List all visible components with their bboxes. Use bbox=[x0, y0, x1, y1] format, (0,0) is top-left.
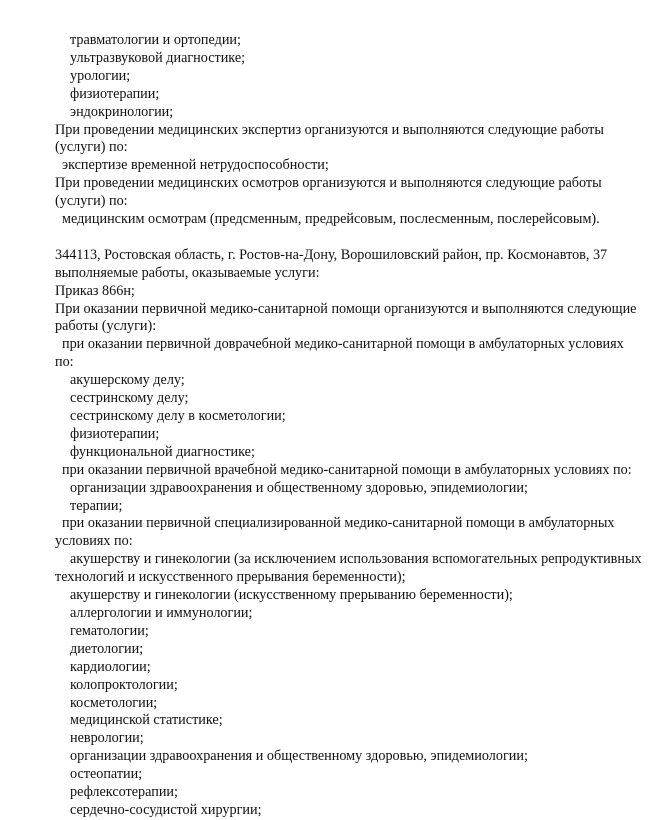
text-line: при оказании первичной доврачебной медико-санитарной помощи в амбулаторных условиях bbox=[62, 336, 624, 353]
text-line: аллергологии и иммунологии; bbox=[70, 604, 253, 621]
text-line: сердечно-сосудистой хирургии; bbox=[70, 801, 262, 818]
text-line: организации здравоохранения и общественному здоровью, эпидемиологии; bbox=[70, 479, 528, 496]
text-line: сестринскому делу; bbox=[70, 390, 189, 407]
text-line: акушерству и гинекологии (за исключением использования вспомогательных репродуктивных bbox=[70, 551, 642, 568]
text-line: при оказании первичной врачебной медико-санитарной помощи в амбулаторных условиях по: bbox=[62, 461, 632, 478]
text-line: по: bbox=[55, 354, 74, 371]
text-line: косметологии; bbox=[70, 694, 158, 711]
text-line: диетологии; bbox=[70, 640, 144, 657]
text-line: рефлексотерапии; bbox=[70, 784, 178, 801]
text-line: эндокринологии; bbox=[70, 103, 174, 120]
text-line: условиях по: bbox=[55, 533, 133, 550]
text-line: (услуги) по: bbox=[55, 193, 128, 210]
text-line: организации здравоохранения и общественному здоровью, эпидемиологии; bbox=[70, 748, 528, 765]
text-line: гематологии; bbox=[70, 622, 149, 639]
text-line: урологии; bbox=[70, 67, 131, 84]
text-line: акушерству и гинекологии (искусственному прерыванию беременности); bbox=[70, 587, 513, 604]
text-line: При проведении медицинских осмотров организуются и выполняются следующие работы bbox=[55, 175, 602, 192]
text-line: при оказании первичной специализированной медико-санитарной помощи в амбулаторных bbox=[62, 515, 615, 532]
text-line: терапии; bbox=[70, 497, 123, 514]
text-line: ультразвуковой диагностике; bbox=[70, 49, 246, 66]
text-line: При проведении медицинских экспертиз организуются и выполняются следующие работы bbox=[55, 121, 604, 138]
text-line: неврологии; bbox=[70, 730, 144, 747]
text-line: медицинской статистике; bbox=[70, 712, 223, 729]
text-line: выполняемые работы, оказываемые услуги: bbox=[55, 264, 320, 281]
text-line: медицинским осмотрам (предсменным, предрейсовым, послесменным, послерейсовым). bbox=[62, 211, 600, 228]
text-line: Приказ 866н; bbox=[55, 282, 135, 299]
text-line: работы (услуги): bbox=[55, 318, 157, 335]
text-line: технологий и искусственного прерывания беременности); bbox=[55, 569, 406, 586]
text-line: экспертизе временной нетрудоспособности; bbox=[62, 157, 329, 174]
text-line: остеопатии; bbox=[70, 766, 143, 783]
text-line: травматологии и ортопедии; bbox=[70, 32, 241, 48]
text-line: 344113, Ростовская область, г. Ростов-на-Дону, Ворошиловский район, пр. Космонавтов, 37 bbox=[55, 246, 608, 263]
text-line: сестринскому делу в косметологии; bbox=[70, 408, 286, 425]
document-body bbox=[55, 32, 655, 820]
text-line: физиотерапии; bbox=[70, 425, 160, 442]
text-line: функциональной диагностике; bbox=[70, 443, 255, 460]
text-line: колопроктологии; bbox=[70, 676, 178, 693]
blank-line bbox=[55, 229, 655, 247]
text-line: кардиологии; bbox=[70, 658, 151, 675]
text-line: При оказании первичной медико-санитарной помощи организуются и выполняются следующие bbox=[55, 300, 637, 317]
text-line: (услуги) по: bbox=[55, 139, 128, 156]
text-line: акушерскому делу; bbox=[70, 372, 185, 389]
text-line: физиотерапии; bbox=[70, 85, 160, 102]
